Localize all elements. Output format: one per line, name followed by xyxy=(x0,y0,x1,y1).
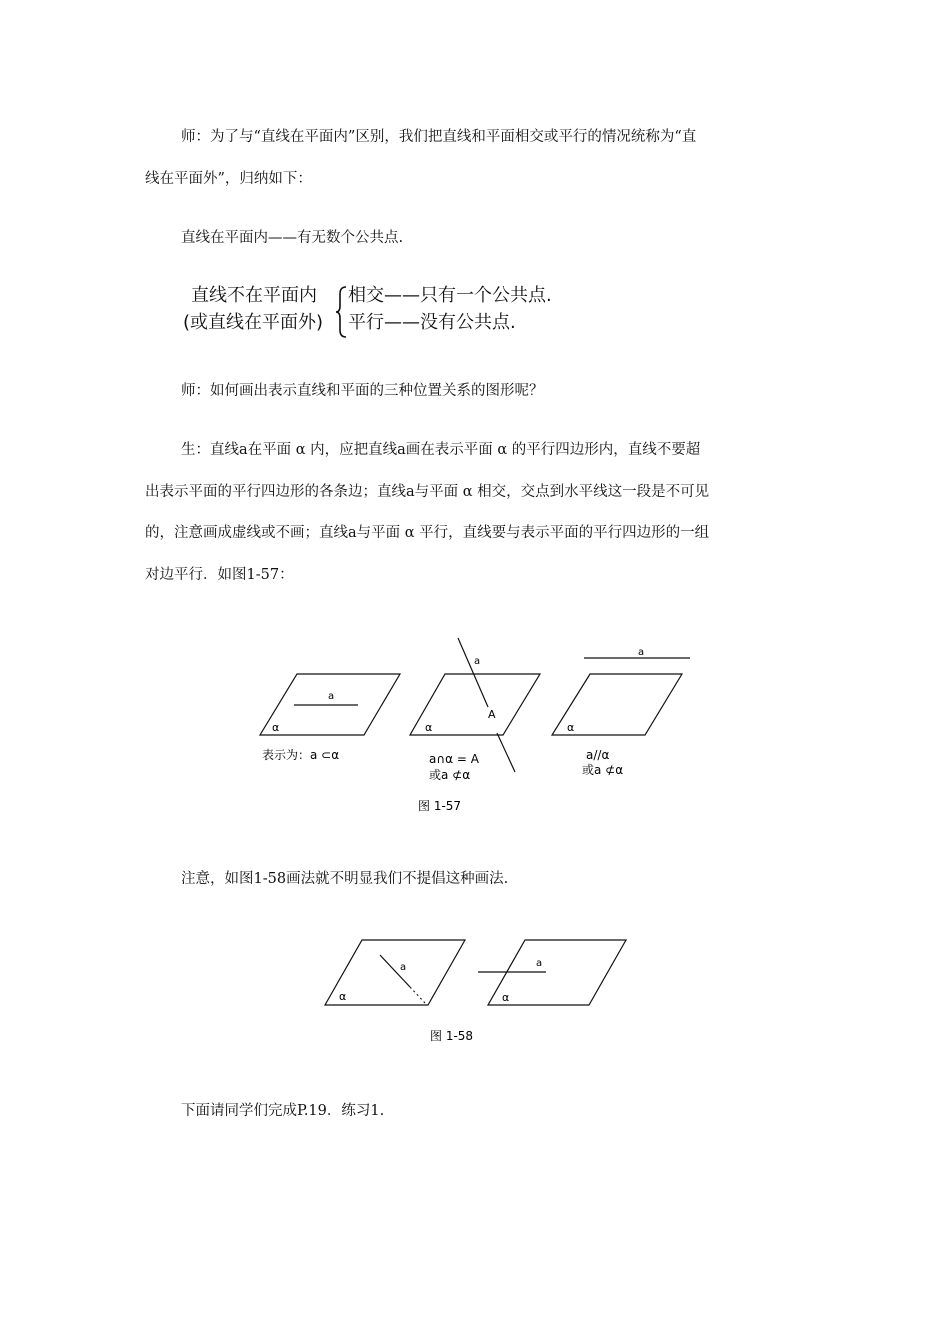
figure-1-58-caption: 图 1-58 xyxy=(430,1029,474,1043)
notation-in-plane: 表示为：a ⊂α xyxy=(262,748,340,762)
plane-label-3: α xyxy=(567,721,575,734)
paragraph-4-line-1: 生：直线a在平面 α 内，应把直线a画在表示平面 α 的平行四边形内，直线不要超 xyxy=(181,442,701,458)
classification-left-line-1: 直线不在平面内 xyxy=(191,285,317,306)
line-label-4: a xyxy=(400,962,407,973)
line-label-2: a xyxy=(474,656,481,667)
classification-left-line-2: (或直线在平面外) xyxy=(183,312,324,333)
notation-parallel-line-1: a//α xyxy=(586,748,610,762)
paragraph-6: 下面请同学们完成P.19．练习1. xyxy=(181,1103,385,1119)
paragraph-1-line-2: 线在平面外”，归纳如下： xyxy=(145,171,312,187)
paragraph-4-line-4: 对边平行．如图1-57： xyxy=(145,567,294,583)
paragraph-1-line-1: 师：为了与“直线在平面内”区别，我们把直线和平面相交或平行的情况统称为“直 xyxy=(181,129,697,145)
plane-label-2: α xyxy=(425,721,433,734)
point-label-a: A xyxy=(488,708,496,721)
paragraph-2: 直线在平面内——有无数个公共点. xyxy=(181,230,404,246)
line-label-5: a xyxy=(536,958,543,969)
line-label-3: a xyxy=(638,647,645,658)
figure-1-57-caption: 图 1-57 xyxy=(418,799,462,813)
line-label-1: a xyxy=(328,691,335,702)
paragraph-5: 注意，如图1-58画法就不明显我们不提倡这种画法. xyxy=(181,871,509,887)
plane-label-1: α xyxy=(272,721,280,734)
notation-intersect-line-2: 或a ⊄α xyxy=(429,768,471,782)
plane-label-4: α xyxy=(339,990,347,1003)
classification-right-line-1: 相交——只有一个公共点. xyxy=(348,285,552,306)
notation-intersect-line-1: a∩α = A xyxy=(429,752,479,766)
paragraph-4-line-3: 的，注意画成虚线或不画；直线a与平面 α 平行，直线要与表示平面的平行四边形的一组 xyxy=(145,525,710,541)
paragraph-4-line-2: 出表示平面的平行四边形的各条边；直线a与平面 α 相交，交点到水平线这一段是不可见 xyxy=(145,484,710,500)
line-a-dashed-segment xyxy=(410,987,425,1003)
paragraph-3: 师：如何画出表示直线和平面的三种位置关系的图形呢？ xyxy=(181,383,544,399)
plane-label-5: α xyxy=(502,991,510,1004)
classification-right-line-2: 平行——没有公共点. xyxy=(348,312,516,333)
notation-parallel-line-2: 或a ⊄α xyxy=(582,763,624,777)
